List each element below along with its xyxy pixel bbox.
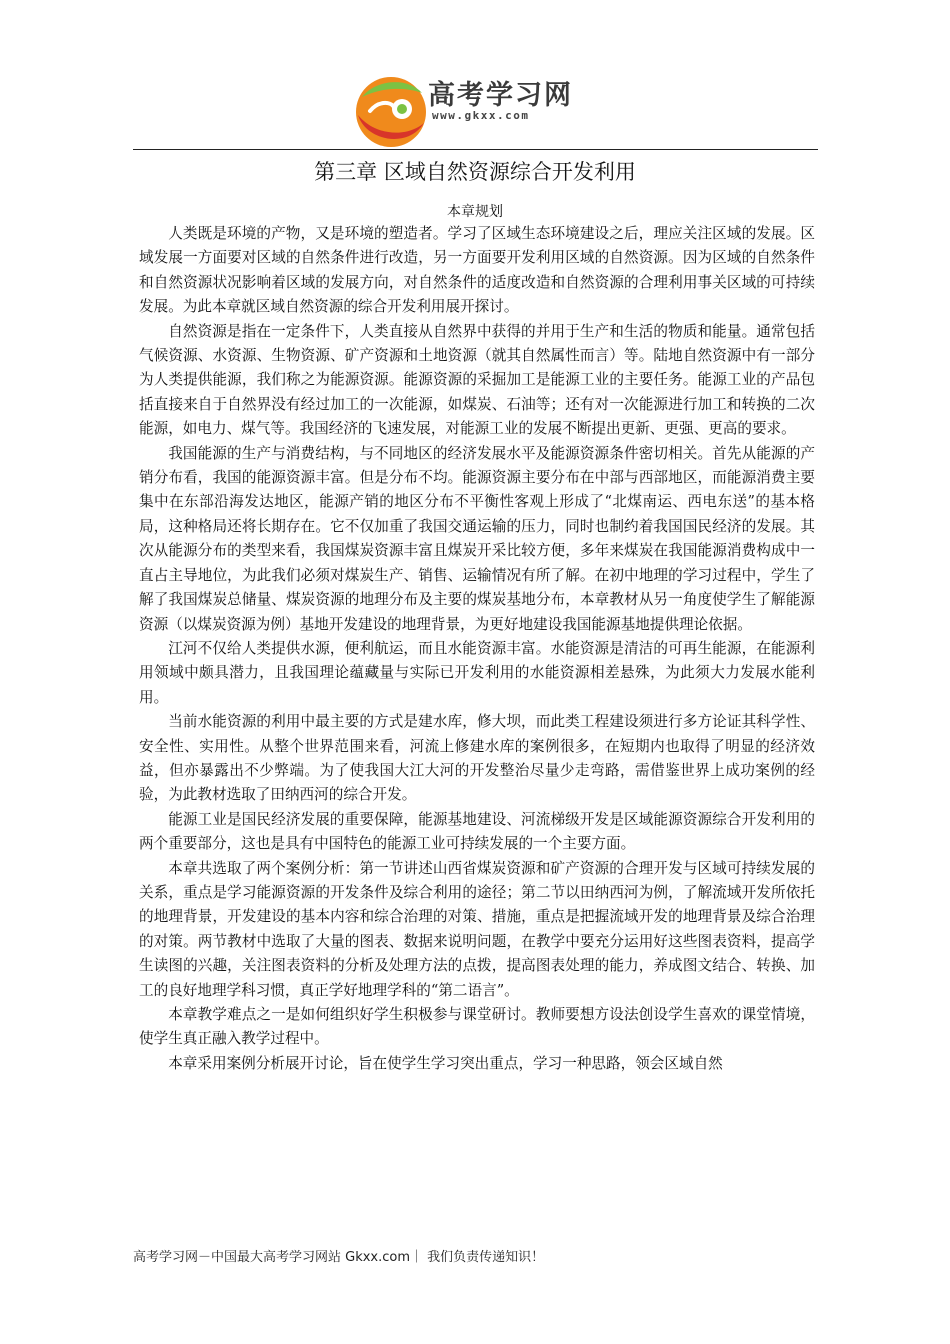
header-divider [133,149,818,150]
section-subtitle: 本章规划 [447,204,503,220]
body-paragraph: 本章教学难点之一是如何组织好学生积极参与课堂研讨。教师要想方设法创设学生喜欢的课堂情境，使学生真正融入教学过程中。 [139,1006,815,1048]
body-paragraph: 我国能源的生产与消费结构，与不同地区的经济发展水平及能源资源条件密切相关。首先从能源的产销分布看，我国的能源资源丰富。但是分布不均。能源资源主要分布在中部与西部地区，而能源消费主要集中在东部沿海发达地区，能源产销的地区分布不平衡性客观上形成了“北煤南运、西电东送”的基本格局，这种格局还将长期存在。它不仅加重了我国交通运输的压力，同时也制约着我国国民经济的发展。其次从能源分布的类型来看，我国煤炭资源丰富且煤炭开采比较方便，多年来煤炭在我国能源消费构成中一直占主导地位，为此我们必须对煤炭生产、销售、运输情况有所了解。在初中地理的学习过程中，学生了解了我国煤炭总储量、煤炭资源的地理分布及主要的煤炭基地分布，本章教材从另一角度使学生了解能源资源（以煤炭资源为例）基地开发建设的地理背景，为更好地建设我国能源基地提供理论依据。 [139,444,815,633]
site-logo[interactable] [352,63,592,149]
body-paragraph: 本章采用案例分析展开讨论，旨在使学生学习突出重点，学习一种思路，领会区域自然 [168,1054,723,1072]
body-paragraph: 人类既是环境的产物，又是环境的塑造者。学习了区域生态环境建设之后，理应关注区域的发展。区域发展一方面要对区域的自然条件进行改造，另一方面要开发利用区域的自然资源。因为区域的自然条件和自然资源状况影响着区域的发展方向，对自然条件的适度改造和自然资源的合理利用事关区域的可持续发展。为此本章就区域自然资源的综合开发利用展开探讨。 [139,225,815,316]
body-paragraph: 自然资源是指在一定条件下，人类直接从自然界中获得的并用于生产和生活的物质和能量。通常包括气候资源、水资源、生物资源、矿产资源和土地资源（就其自然属性而言）等。陆地自然资源中有一部分为人类提供能源，我们称之为能源资源。能源资源的采掘加工是能源工业的主要任务。能源工业的产品包括直接来自于自然界没有经过加工的一次能源，如煤炭、石油等；还有对一次能源进行加工和转换的二次能源，如电力、煤气等。我国经济的飞速发展，对能源工业的发展不断提出更新、更强、更高的要求。 [139,322,815,438]
body-paragraph: 能源工业是国民经济发展的重要保障，能源基地建设、河流梯级开发是区域能源资源综合开发利用的两个重要部分，这也是具有中国特色的能源工业可持续发展的一个主要方面。 [139,810,815,853]
body-paragraph: 本章共选取了两个案例分析：第一节讲述山西省煤炭资源和矿产资源的合理开发与区域可持续发展的关系，重点是学习能源资源的开发条件及综合利用的途径；第二节以田纳西河为例，了解流域开发所依托的地理背景，开发建设的基本内容和综合治理的对策、措施，重点是把握流域开发的地理背景及综合治理的对策。两节教材中选取了大量的图表、数据来说明问题，在教学中要充分运用好这些图表资料，提高学生读图的兴趣，关注图表资料的分析及处理方法的点拨，提高图表处理的能力，养成图文结合、转换、加工的良好地理学科习惯，真正学好地理学科的“第二语言”。 [139,859,815,999]
logo-title: 高考学习网 [428,80,573,111]
document-title: 第三章 区域自然资源综合开发利用 [314,160,636,184]
body-paragraph: 江河不仅给人类提供水源，便利航运，而且水能资源丰富。水能资源是清洁的可再生能源，在能源利用领域中颇具潜力，且我国理论蕴藏量与实际已开发利用的水能资源相差悬殊，为此须大力发展水能利用。 [139,639,815,706]
document-body [139,222,815,1232]
body-paragraph: 当前水能资源的利用中最主要的方式是建水库，修大坝，而此类工程建设须进行多方论证其科学性、安全性、实用性。从整个世界范围来看，河流上修建水库的案例很多，在短期内也取得了明显的经济效益，但亦暴露出不少弊端。为了使我国大江大河的开发整治尽量少走弯路，需借鉴世界上成功案例的经验，为此教材选取了田纳西河的综合开发。 [139,713,815,804]
logo-emblem-icon [352,71,430,149]
page-footer: 高考学习网－中国最大高考学习网站 Gkxx.com｜ 我们负责传递知识！ [133,1250,545,1265]
page-header [0,0,950,150]
logo-url: www.gkxx.com [432,109,530,122]
